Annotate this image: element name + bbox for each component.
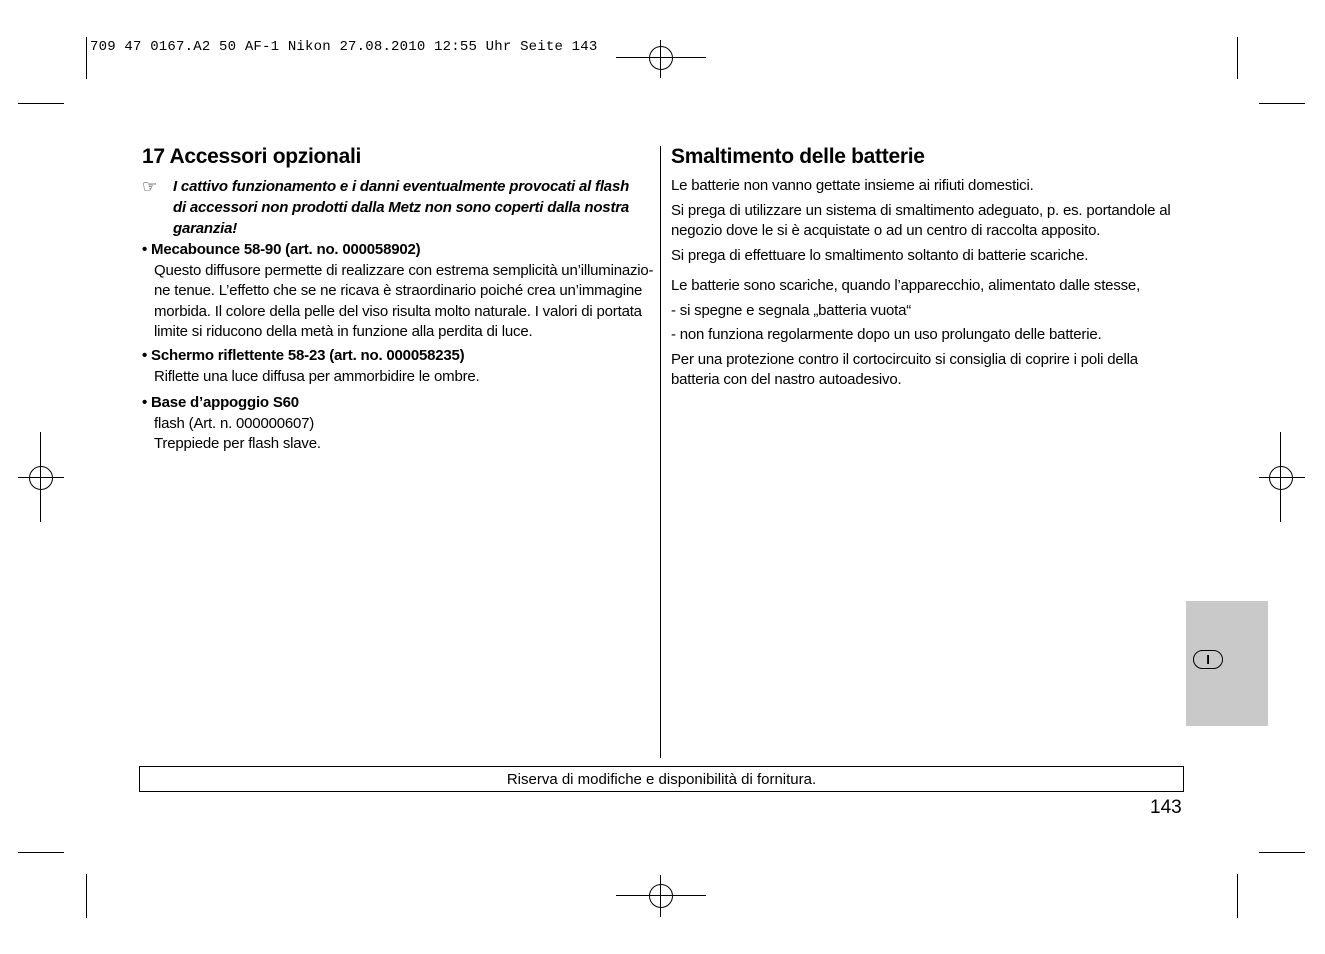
language-badge: I [1193, 650, 1223, 669]
page-number: 143 [1150, 797, 1182, 818]
section-title-battery-disposal: Smaltimento delle batterie [671, 145, 925, 168]
warranty-note: I cattivo funzionamento e i danni eventualmente provocati al flash di accessori non prodotti dalla Metz non sono coperti dalla nostra garanzia! [173, 178, 630, 237]
section-title-accessories: 17 Accessori opzionali [142, 145, 362, 168]
column-divider [660, 146, 661, 758]
print-info-header: 709 47 0167.A2 50 AF-1 Nikon 27.08.2010 12:55 Uhr Seite 143 [90, 39, 598, 55]
footer-notice-box [139, 766, 1184, 792]
accessory-item-mecabounce: • Mecabounce 58-90 (art. no. 000058902) Questo diffusore permette di realizzare con estrema semplicità un’illuminazio- ne tenue. L’effetto che se ne ricava è straordinario poiché crea un’immagine morbida. Il colore della pelle del viso risulta molto naturale. I valori di portata limite si riducono della metà in funzione alla perdita di luce. [142, 241, 654, 340]
accessory-item-schermo: • Schermo riflettente 58-23 (art. no. 000058235) Riflette una luce diffusa per ammorbidire le ombre. [142, 347, 480, 385]
accessory-name: Schermo riflettente 58-23 (art. no. 000058235) [151, 347, 465, 364]
pointing-hand-icon: ☞ [142, 177, 158, 196]
language-tab [1186, 601, 1268, 726]
accessory-item-base: • Base d’appoggio S60 flash (Art. n. 000000607) Treppiede per flash slave. [142, 394, 321, 452]
accessory-name: Base d’appoggio S60 [151, 394, 299, 411]
footer-notice: Riserva di modifiche e disponibilità di fornitura. [506, 770, 817, 788]
accessory-name: Mecabounce 58-90 (art. no. 000058902) [151, 241, 421, 258]
battery-disposal-text: Le batterie non vanno gettate insieme ai rifiuti domestici. Si prega di utilizzare un sistema di smaltimento adeguato, p. es. portandole al negozio dove le si è acquistate o ad un centro di raccolta apposito. Si prega di effettuare lo smaltimento soltanto di batterie scariche. Le batterie sono scariche, quando l’apparecchio, alimentato dalle stesse, - si spegne e segnala „batteria vuota“ - non funziona regolarmente dopo un uso prolungato delle batterie. Per una protezione contro il cortocircuito si consiglia di coprire i poli della batteria con del nastro autoadesivo. [671, 177, 1171, 388]
